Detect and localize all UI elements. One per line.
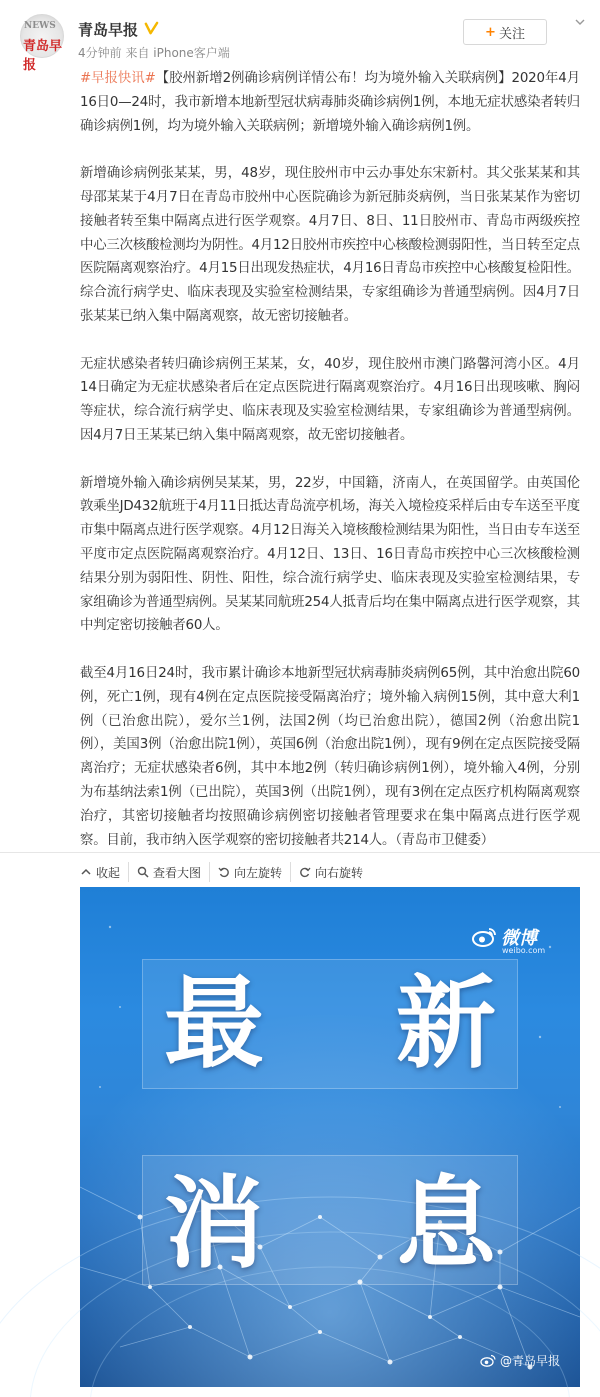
avatar-logo-text: 青岛早报 (23, 39, 63, 73)
collapse-label: 收起 (96, 865, 121, 880)
post-meta: 4分钟前 来自 iPhone客户端 (78, 46, 230, 60)
headline-bottom (142, 1165, 518, 1282)
headline-char-4: 息 (396, 1165, 496, 1282)
avatar[interactable] (20, 14, 64, 73)
avatar-news-text: NEWS (24, 21, 56, 31)
headline-char-3: 消 (164, 1165, 264, 1282)
post-image[interactable] (80, 887, 580, 1387)
weibo-brand-text: 微博 (501, 928, 537, 949)
post-paragraph-5: 截至4月16日24时，我市累计确诊本地新型冠状病毒肺炎病例65例，其中治愈出院60例，死亡1例，现有4例在定点医院接受隔离治疗；境外输入病例15例，其中意大利1例（已治愈出院），爱尔兰1例，法国2例（均已治愈出院），德国2例（治愈出院1例），美国3例（治愈出院1例），英国6例（治愈出院1例），现有9例在定点医院接受隔离治疗；无症状感染者6例，其中本地2例（转归确诊病例1例），境外输入4例，分别为布基纳法索1例（已出院），英国3例（出院1例），现有3例在定点医疗机构隔离观察治疗，其密切接触者均按照确诊病例密切接触者管理要求在集中隔离点进行医学观察。目前，我市纳入医学观察的密切接触者共214人。（青岛市卫健委） (80, 665, 580, 848)
follow-label: 关注 (498, 26, 525, 42)
user-watermark (480, 1352, 560, 1369)
chevron-down-icon[interactable] (575, 17, 585, 27)
post-paragraph-1-text: 【胶州新增2例确诊病例详情公布！均为境外输入关联病例】2020年4月16日0—24时，我市新增本地新型冠状病毒肺炎确诊病例1例，本地无症状感染者转归确诊病例1例，均为境外输入关联病例；新增境外输入确诊病例1例。 (80, 71, 580, 134)
magnifier-icon (137, 866, 149, 878)
post-paragraph-2: 新增确诊病例张某某，男，48岁，现住胶州市中云办事处东宋新村。其父张某某和其母邵某某于4月7日在青岛市胶州中心医院确诊为新冠肺炎病例，当日张某某作为密切接触者转至集中隔离点进行医学观察。4月7日、8日、11日胶州市、青岛市两级疾控中心三次核酸检测均为阴性。4月12日胶州市疾控中心核酸检测弱阳性，当日转至定点医院隔离观察治疗。4月15日出现发热症状，4月16日青岛市疾控中心核酸复检阳性。综合流行病学史、临床表现及实验室检测结果，专家组确诊为普通型病例。因4月7日张某某已纳入集中隔离观察，故无密切接触者。 (80, 166, 580, 324)
post-paragraph-4: 新增境外输入确诊病例吴某某，男，22岁，中国籍，济南人，在英国留学。由英国伦敦乘坐JD432航班于4月11日抵达青岛流亭机场，海关入境检疫采样后由专车送至平度市集中隔离点进行医学观察。4月12日海关入境核酸检测结果为阳性，当日由专车送至平度市定点医院隔离观察治疗。4月12日、13日、16日青岛市疾控中心三次核酸检测结果分别为弱阳性、阴性、阳性，综合流行病学史、临床表现及实验室检测结果，专家组确诊为普通型病例。吴某某同航班254人抵青后均在集中隔离点进行医学观察，其中判定密切接触者60人。 (80, 475, 580, 634)
user-watermark-text: @青岛早报 (500, 1354, 561, 1368)
rotate-left-icon (218, 866, 230, 878)
weibo-url-text: weibo.com (502, 946, 546, 955)
username[interactable]: 青岛早报 (78, 21, 139, 39)
headline-top (142, 965, 518, 1082)
view-large-label: 查看大图 (153, 865, 202, 880)
follow-button[interactable] (463, 19, 547, 45)
view-large-button[interactable] (128, 862, 209, 882)
post-header (0, 0, 600, 73)
weibo-small-icon (480, 1354, 496, 1367)
rotate-right-label: 向右旋转 (315, 865, 364, 880)
headline-char-2: 新 (396, 965, 496, 1082)
verified-icon (144, 21, 159, 36)
weibo-watermark (472, 924, 546, 955)
image-toolbar (80, 860, 371, 884)
rotate-left-label: 向左旋转 (234, 865, 283, 880)
weibo-logo-icon (472, 926, 498, 948)
plus-icon: + (485, 24, 496, 40)
collapse-icon (80, 866, 92, 878)
rotate-right-button[interactable] (290, 862, 371, 882)
headline-char-1: 最 (164, 965, 264, 1082)
collapse-button[interactable] (80, 862, 128, 882)
divider (0, 852, 600, 853)
hashtag-link[interactable]: #早报快讯# (80, 71, 156, 86)
rotate-left-button[interactable] (209, 862, 290, 882)
rotate-right-icon (299, 866, 311, 878)
post-paragraph-3: 无症状感染者转归确诊病例王某某，女，40岁，现住胶州市澳门路馨河湾小区。4月14日确定为无症状感染者后在定点医院进行隔离观察治疗。4月16日出现咳嗽、胸闷等症状，综合流行病学史、临床表现及实验室检测结果，专家组确诊为普通型病例。因4月7日王某某已纳入集中隔离观察，故无密切接触者。 (80, 356, 580, 443)
post-text (80, 67, 580, 852)
post-paragraph-1 (80, 67, 580, 138)
